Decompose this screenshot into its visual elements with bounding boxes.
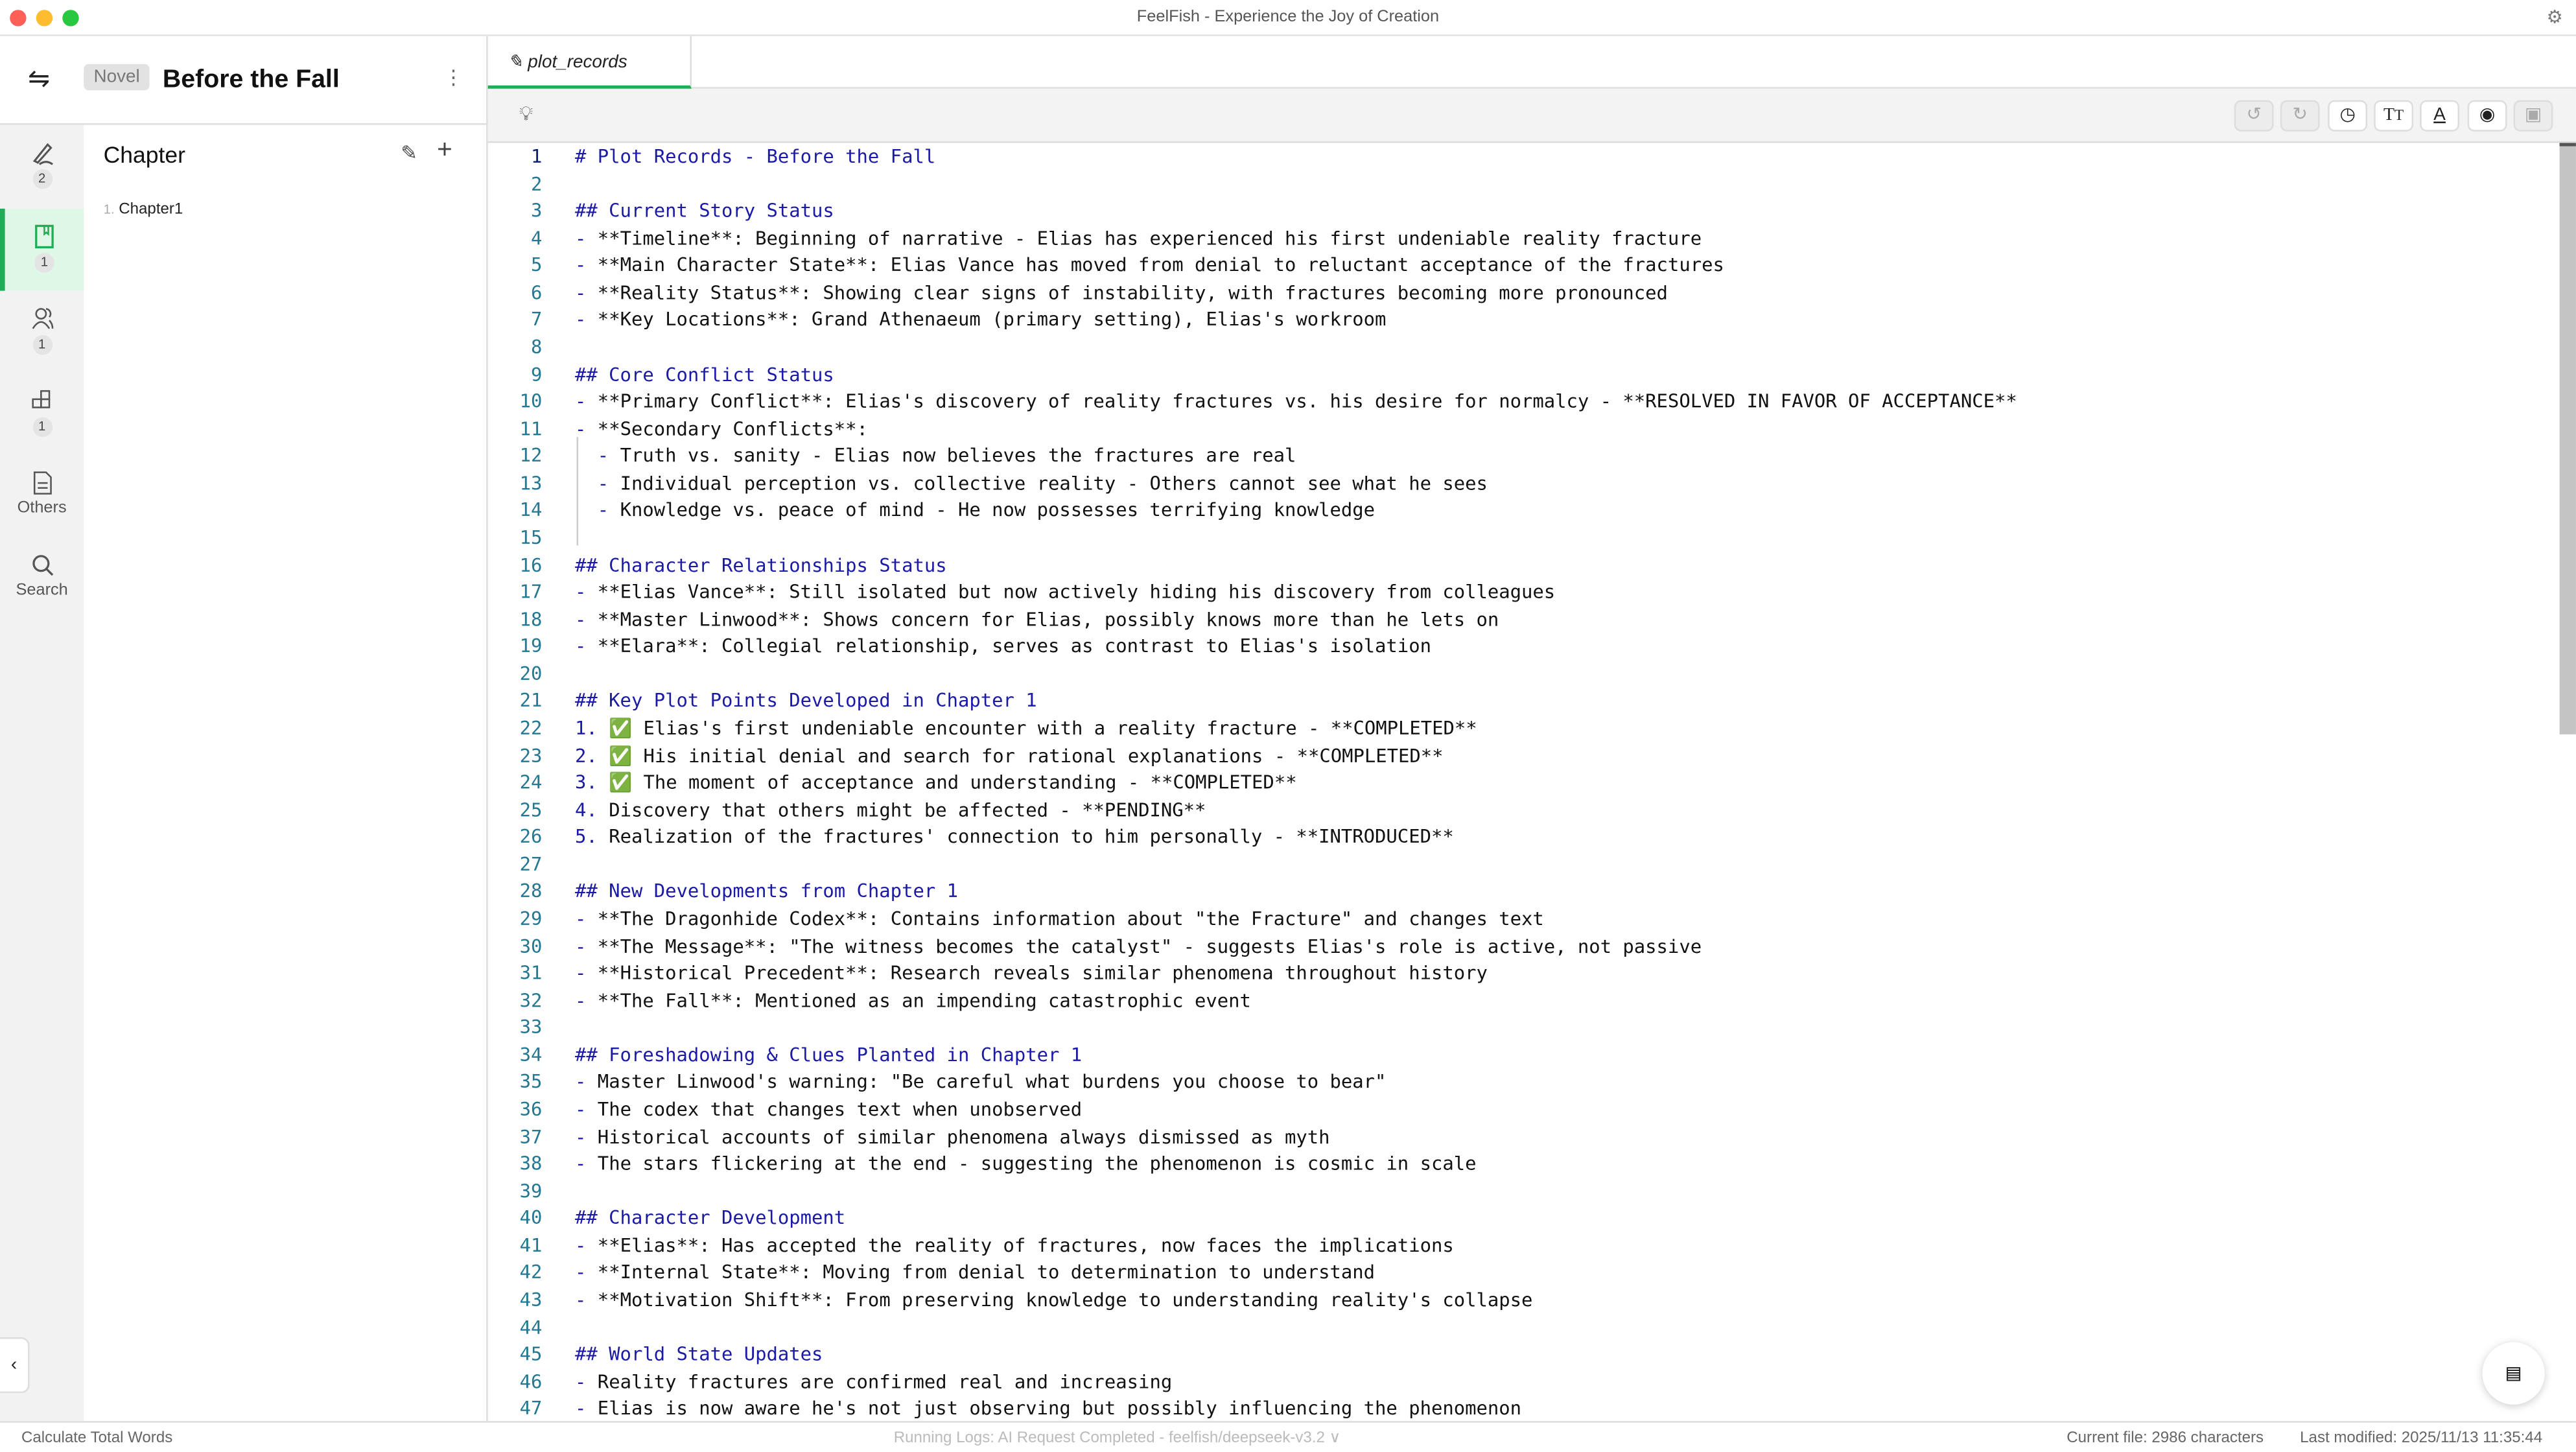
code-line: 1. ✅ Elias's first undeniable encounter with a reality fracture - **COMPLETED** xyxy=(575,716,1477,740)
code-line: - Individual perception vs. collective reality - Others cannot see what he sees xyxy=(597,471,1488,495)
line-number: 40 xyxy=(519,1206,543,1230)
line-number: 1 xyxy=(530,145,543,168)
list-marker: - xyxy=(575,253,598,277)
code-line: - Truth vs. sanity - Elias now believes the fractures are real xyxy=(597,443,1296,467)
blocks-icon xyxy=(29,388,55,414)
panel-title: Chapter xyxy=(103,141,185,168)
line-number: 45 xyxy=(519,1342,543,1366)
rail-item-characters[interactable] xyxy=(0,291,84,373)
code-line: - **Motivation Shift**: From preserving knowledge to understanding reality's collapse xyxy=(575,1287,1533,1311)
line-number: 33 xyxy=(519,1015,543,1039)
history-button[interactable] xyxy=(2328,100,2367,132)
editor-toolbar xyxy=(488,89,2576,143)
line-number: 14 xyxy=(519,498,543,522)
line-number: 24 xyxy=(519,770,543,794)
lightbulb-icon[interactable]: 💡︎ xyxy=(519,102,533,125)
code-line: ## Foreshadowing & Clues Planted in Chapter 1 xyxy=(575,1042,1083,1066)
code-line: - **Main Character State**: Elias Vance has moved from denial to reluctant acceptance of the fractures xyxy=(575,253,1724,277)
line-number: 9 xyxy=(530,362,543,386)
code-line: - **Primary Conflict**: Elias's discovery of reality fractures vs. his desire for normalcy - **RESOLVED IN FAVOR OF ACCEPTANCE** xyxy=(575,389,2017,413)
line-number: 3 xyxy=(530,198,543,222)
chevron-down-icon: ∨ xyxy=(1329,1429,1341,1447)
gear-icon[interactable]: ⚙ xyxy=(2546,8,2563,29)
code-line: - Knowledge vs. peace of mind - He now possesses terrifying knowledge xyxy=(597,498,1376,522)
code-line: ## Character Development xyxy=(575,1206,846,1230)
code-line: 5. Realization of the fractures' connection to him personally - **INTRODUCED** xyxy=(575,825,1454,849)
code-line: 4. Discovery that others might be affected - **PENDING** xyxy=(575,797,1206,821)
list-marker: - xyxy=(575,1151,598,1175)
rail-badge: 1 xyxy=(34,253,54,272)
icon-rail xyxy=(0,125,84,1422)
list-marker: - xyxy=(575,1124,598,1148)
toggle-sidebar-icon[interactable]: ⇋ xyxy=(28,65,51,94)
line-number: 5 xyxy=(530,253,543,277)
font-size-button[interactable] xyxy=(2374,100,2413,132)
line-number: 27 xyxy=(519,852,543,876)
type-badge: Novel xyxy=(84,64,150,91)
line-number: 21 xyxy=(519,688,543,712)
list-marker: - xyxy=(597,443,620,467)
undo-button[interactable] xyxy=(2234,100,2274,132)
code-line: ## Key Plot Points Developed in Chapter 1 xyxy=(575,688,1037,712)
window-title: FeelFish - Experience the Joy of Creation xyxy=(1136,8,1440,27)
line-number: 35 xyxy=(519,1070,543,1094)
line-number: 43 xyxy=(519,1287,543,1311)
line-number: 44 xyxy=(519,1315,543,1339)
list-marker: - xyxy=(575,1070,598,1094)
code-line: - **Elias Vance**: Still isolated but now actively hiding his discovery from colleagues xyxy=(575,580,1556,603)
list-marker: 3. xyxy=(575,770,609,794)
code-line: 2. ✅ His initial denial and search for rational explanations - **COMPLETED** xyxy=(575,743,1444,767)
code-line: 3. ✅ The moment of acceptance and understanding - **COMPLETED** xyxy=(575,770,1297,794)
redo-button[interactable] xyxy=(2280,100,2320,132)
list-marker: 5. xyxy=(575,825,609,849)
line-number: 20 xyxy=(519,661,543,685)
edit-icon[interactable]: ✎ xyxy=(401,141,417,165)
line-number: 41 xyxy=(519,1233,543,1257)
code-line: ## Character Relationships Status xyxy=(575,552,947,576)
rail-badge: 1 xyxy=(32,417,51,437)
line-number: 42 xyxy=(519,1260,543,1284)
line-number: 34 xyxy=(519,1042,543,1066)
pen-icon: ✎ xyxy=(508,53,523,73)
list-marker: - xyxy=(575,988,598,1012)
list-marker: - xyxy=(575,1097,598,1121)
rail-badge: 2 xyxy=(32,169,51,189)
editor-scrollbar[interactable] xyxy=(2560,143,2576,734)
code-line: ## New Developments from Chapter 1 xyxy=(575,879,958,903)
collapse-panel-button[interactable]: ‹ xyxy=(0,1337,30,1393)
book-header xyxy=(0,36,488,125)
line-number: 12 xyxy=(519,443,543,467)
list-marker: - xyxy=(575,1233,598,1257)
code-line: - Historical accounts of similar phenomena always dismissed as myth xyxy=(575,1124,1330,1148)
rail-item-others[interactable] xyxy=(0,455,84,537)
line-number: 47 xyxy=(519,1396,543,1420)
list-marker: 2. xyxy=(575,743,609,767)
preview-button[interactable] xyxy=(2468,100,2507,132)
tab-label: plot_records xyxy=(528,53,627,73)
line-number: 23 xyxy=(519,743,543,767)
list-marker: - xyxy=(575,1396,598,1420)
list-marker: - xyxy=(597,471,620,495)
code-line: - Elias is now aware he's not just observing but possibly influencing the phenomenon xyxy=(575,1396,1522,1420)
document-icon xyxy=(29,470,55,497)
code-line: - Master Linwood's warning: "Be careful what burdens you choose to bear" xyxy=(575,1070,1387,1094)
status-bar xyxy=(0,1421,2576,1452)
list-marker: - xyxy=(575,307,598,331)
list-marker: - xyxy=(575,607,598,631)
line-number: 22 xyxy=(519,716,543,740)
line-number: 39 xyxy=(519,1178,543,1202)
line-number: 6 xyxy=(530,280,543,304)
code-line: ## Current Story Status xyxy=(575,198,834,222)
line-number: 37 xyxy=(519,1124,543,1148)
code-line: - **Internal State**: Moving from denial to determination to understand xyxy=(575,1260,1376,1284)
code-line: - The codex that changes text when unobserved xyxy=(575,1097,1083,1121)
book-title: Before the Fall xyxy=(162,65,340,94)
save-button[interactable] xyxy=(2514,100,2553,132)
line-number: 10 xyxy=(519,389,543,413)
code-line: - **The Fall**: Mentioned as an impending catastrophic event xyxy=(575,988,1251,1012)
list-marker: - xyxy=(575,906,598,930)
line-number: 30 xyxy=(519,933,543,957)
code-line: - **Master Linwood**: Shows concern for Elias, possibly knows more than he lets on xyxy=(575,607,1499,631)
code-line: - **Key Locations**: Grand Athenaeum (primary setting), Elias's workroom xyxy=(575,307,1387,331)
code-editor[interactable] xyxy=(488,143,2576,1421)
line-number: 15 xyxy=(519,525,543,549)
history-icon: ◷ xyxy=(2339,105,2356,125)
line-number: 19 xyxy=(519,634,543,658)
ai-assistant-button[interactable] xyxy=(2482,1342,2544,1405)
assistant-icon: ▤ xyxy=(2506,1360,2521,1387)
list-marker: - xyxy=(597,498,620,522)
last-modified: Last modified: 2025/11/13 11:35:44 xyxy=(2300,1429,2543,1447)
line-number: 31 xyxy=(519,961,543,985)
code-line: - **Reality Status**: Showing clear signs of instability, with fractures becoming more pronounced xyxy=(575,280,1668,304)
list-marker: - xyxy=(575,389,598,413)
rail-label: Search xyxy=(16,581,68,600)
list-marker: - xyxy=(575,416,598,440)
code-line: - **Elara**: Collegial relationship, serves as contrast to Elias's isolation xyxy=(575,634,1431,658)
chapter-item[interactable] xyxy=(104,200,183,218)
line-number: 29 xyxy=(519,906,543,930)
undo-icon: ↺ xyxy=(2246,105,2262,125)
rail-label: Others xyxy=(17,499,67,518)
line-number: 36 xyxy=(519,1097,543,1121)
rail-badge: 1 xyxy=(32,335,51,355)
redo-icon: ↻ xyxy=(2292,105,2308,125)
code-line: # Plot Records - Before the Fall xyxy=(575,145,936,168)
title-bar xyxy=(0,0,2576,36)
book-icon xyxy=(31,224,58,250)
list-marker: 4. xyxy=(575,797,609,821)
rail-item-search[interactable] xyxy=(0,537,84,620)
line-number: 2 xyxy=(530,172,543,195)
line-number: 18 xyxy=(519,607,543,631)
list-marker: - xyxy=(575,1260,598,1284)
chapter-panel xyxy=(84,125,487,1422)
line-number: 16 xyxy=(519,552,543,576)
chapter-number: 1. xyxy=(103,202,115,217)
rail-item-plot[interactable] xyxy=(0,125,84,207)
list-marker: - xyxy=(575,226,598,250)
line-number: 11 xyxy=(519,416,543,440)
chapter-name: Chapter1 xyxy=(119,200,183,219)
code-line: - **Secondary Conflicts**: xyxy=(575,416,868,440)
line-number: 17 xyxy=(519,580,543,603)
calculate-total-words-button[interactable]: Calculate Total Words xyxy=(21,1429,173,1447)
tab-plot-records[interactable] xyxy=(488,36,692,89)
rail-item-settings[interactable] xyxy=(0,373,84,455)
list-marker: - xyxy=(575,961,598,985)
code-line: ## World State Updates xyxy=(575,1342,823,1366)
code-line: - **Timeline**: Beginning of narrative - Elias has experienced his first undeniable reality fracture xyxy=(575,226,1702,250)
line-number: 28 xyxy=(519,879,543,903)
add-chapter-button[interactable]: + xyxy=(437,136,452,165)
code-line: - Reality fractures are confirmed real and increasing xyxy=(575,1369,1173,1393)
search-icon xyxy=(29,552,55,579)
line-number: 8 xyxy=(530,334,543,358)
text-color-button[interactable] xyxy=(2420,100,2459,132)
list-marker: - xyxy=(575,933,598,957)
list-marker: - xyxy=(575,280,598,304)
font-size-icon: TT xyxy=(2383,105,2404,125)
code-line: - **Elias**: Has accepted the reality of fractures, now faces the implications xyxy=(575,1233,1454,1257)
list-marker: - xyxy=(575,1287,598,1311)
list-marker: 1. xyxy=(575,716,609,740)
code-line: - The stars flickering at the end - suggesting the phenomenon is cosmic in scale xyxy=(575,1151,1477,1175)
more-options-icon[interactable]: ⋮ xyxy=(443,65,463,89)
code-line: - **The Message**: "The witness becomes the catalyst" - suggests Elias's role is active, not passive xyxy=(575,933,1702,957)
rail-item-chapters[interactable] xyxy=(0,209,84,291)
save-icon: ▣ xyxy=(2524,105,2542,125)
text-color-icon: A xyxy=(2433,105,2446,125)
list-marker: - xyxy=(575,634,598,658)
characters-icon xyxy=(29,305,55,332)
code-line: ## Core Conflict Status xyxy=(575,362,834,386)
list-marker: - xyxy=(575,580,598,603)
file-character-count: Current file: 2986 characters xyxy=(2067,1429,2264,1447)
code-line: - **Historical Precedent**: Research reveals similar phenomena throughout history xyxy=(575,961,1488,985)
running-logs[interactable] xyxy=(894,1429,1341,1447)
line-number: 4 xyxy=(530,226,543,250)
code-line: - **The Dragonhide Codex**: Contains information about "the Fracture" and changes text xyxy=(575,906,1544,930)
line-number: 13 xyxy=(519,471,543,495)
line-number: 7 xyxy=(530,307,543,331)
line-number: 38 xyxy=(519,1151,543,1175)
running-logs-text: Running Logs: AI Request Completed - feelfish/deepseek-v3.2 xyxy=(893,1429,1325,1447)
eye-icon: ◉ xyxy=(2479,105,2496,125)
tab-bar xyxy=(488,36,2576,89)
line-number: 46 xyxy=(519,1369,543,1393)
list-marker: - xyxy=(575,1369,598,1393)
line-number: 25 xyxy=(519,797,543,821)
pen-icon xyxy=(29,139,55,166)
line-number: 26 xyxy=(519,825,543,849)
line-number: 32 xyxy=(519,988,543,1012)
